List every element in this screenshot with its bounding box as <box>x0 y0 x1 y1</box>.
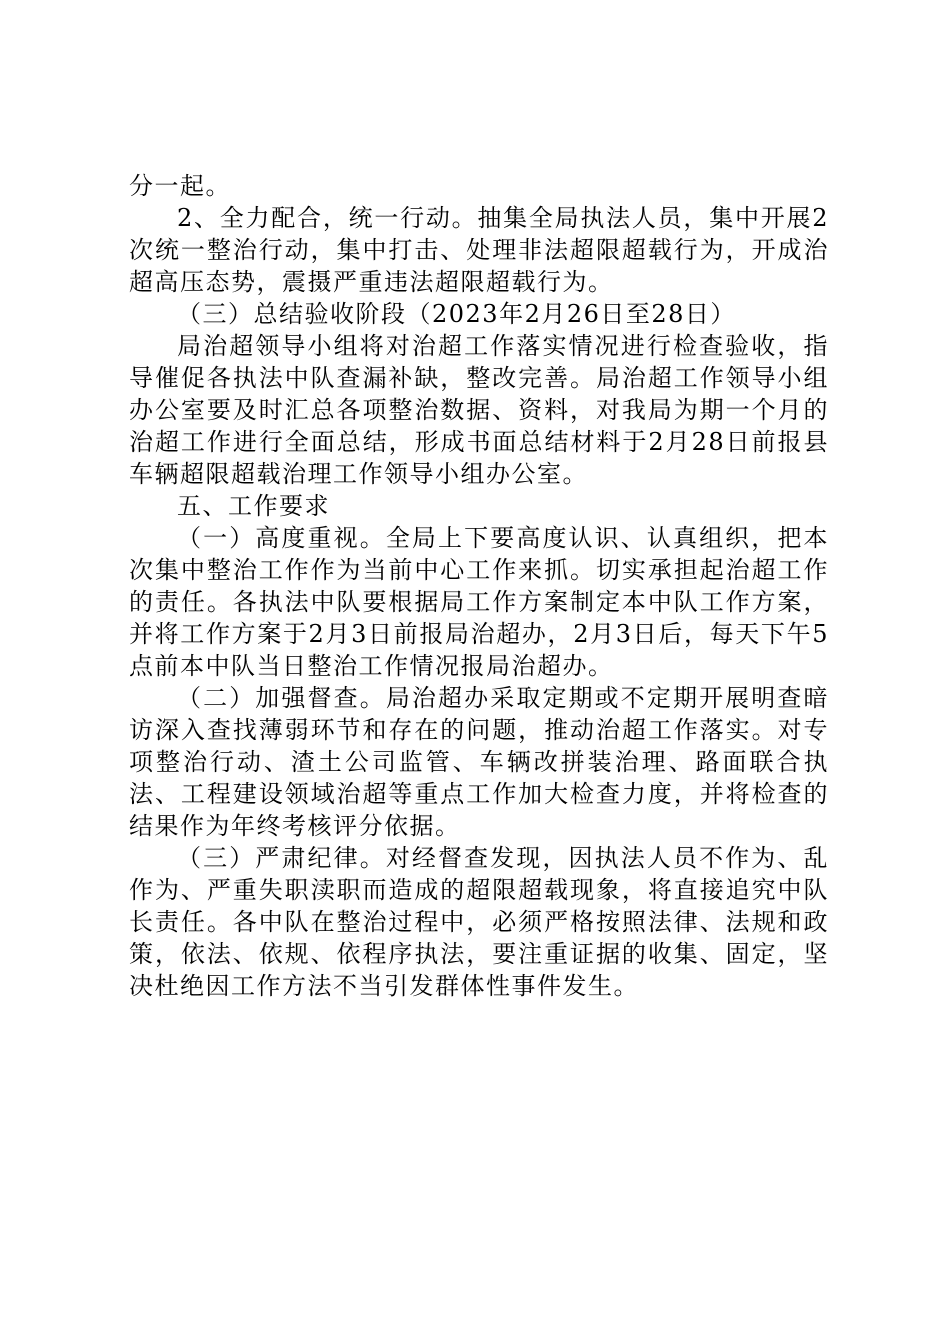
document-page <box>129 170 829 1002</box>
paragraph-summary-acceptance: 局治超领导小组将对治超工作落实情况进行检查验收，指导催促各执法中队查漏补缺，整改完善。局治超工作领导小组办公室要及时汇总各项整治数据、资料，对我局为期一个月的治超工作进行全面总结，形成书面总结材料于2月28日前报县车辆超限超载治理工作领导小组办公室。 <box>129 332 829 488</box>
section-heading-work-requirements: 五、工作要求 <box>177 492 330 520</box>
paragraph-high-attention: （一）高度重视。全局上下要高度认识、认真组织，把本次集中整治工作作为当前中心工作来抓。切实承担起治超工作的责任。各执法中队要根据局工作方案制定本中队工作方案，并将工作方案于2月3日前报局治超办，2月3日后，每天下午5点前本中队当日整治工作情况报局治超办。 <box>129 524 829 680</box>
section-heading-summary-stage: （三）总结验收阶段（2023年2月26日至28日） <box>177 300 736 328</box>
paragraph-coordinated-action: 2、全力配合，统一行动。抽集全局执法人员，集中开展2次统一整治行动，集中打击、处理非法超限超载行为，开成治超高压态势，震摄严重违法超限超载行为。 <box>129 204 829 296</box>
paragraph-strict-discipline: （三）严肃纪律。对经督查发现，因执法人员不作为、乱作为、严重失职渎职而造成的超限超载现象，将直接追究中队长责任。各中队在整治过程中，必须严格按照法律、法规和政策，依法、依规、依程序执法，要注重证据的收集、固定，坚决杜绝因工作方法不当引发群体性事件发生。 <box>129 844 829 1000</box>
paragraph-strengthen-supervision: （二）加强督查。局治超办采取定期或不定期开展明查暗访深入查找薄弱环节和存在的问题，推动治超工作落实。对专项整治行动、渣土公司监管、车辆改拼装治理、路面联合执法、工程建设领域治超等重点工作加大检查力度，并将检查的结果作为年终考核评分依据。 <box>129 684 829 840</box>
paragraph-continuation: 分一起。 <box>129 172 231 200</box>
